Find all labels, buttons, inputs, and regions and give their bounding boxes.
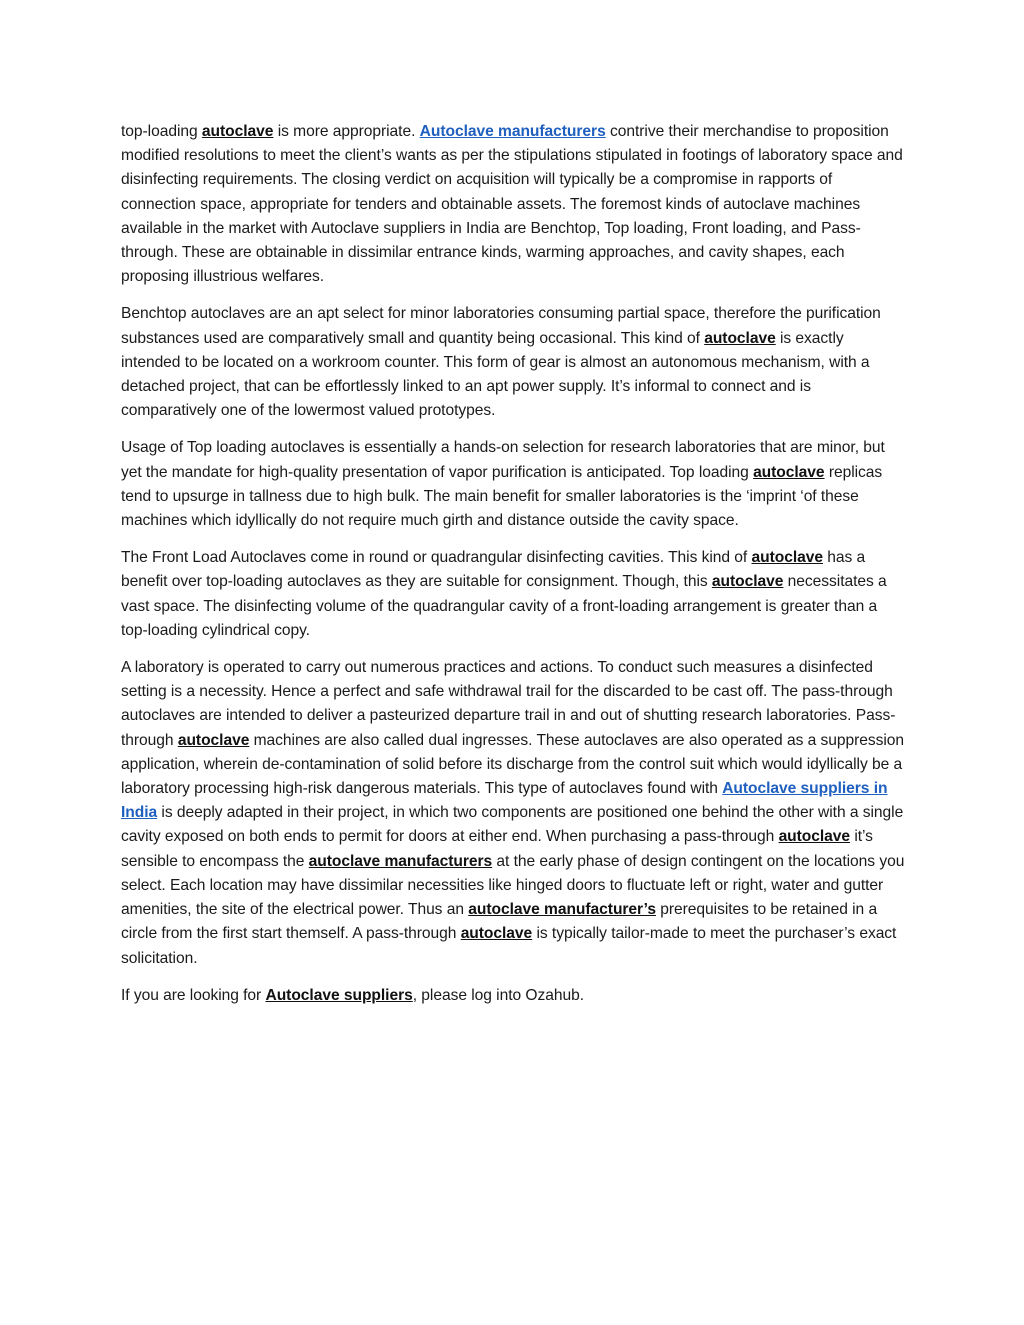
paragraph-pass-through: [121, 656, 905, 971]
keyword-link[interactable]: autoclave: [753, 463, 825, 481]
keyword-link[interactable]: autoclave: [201, 123, 274, 140]
document-body: [121, 120, 905, 1021]
text-run: The Front Load Autoclaves come in round or quadrangular disinfecting cavities. This kind of: [121, 549, 752, 567]
paragraph-top-loading: [121, 436, 905, 533]
text-run: Usage of Top loading autoclaves is essentially a hands-on selection for research laboratories that are minor, but yet the mandate for high-quality presentation of vapor purification is anticipated. Top loading: [121, 439, 885, 481]
text-run: contrive their merchandise to proposition modified resolutions to meet the client’s wants as per the stipulations stipulated in footings of laboratory space and disinfecting requirements. The closing verdict on acquisition will typically be a compromise in rapports of connection space, appropriate for tenders and obtainable assets. The foremost kinds of autoclave machines available in the market with Autoclave suppliers in India are Benchtop, Top loading, Front loading, and Pass-through. These are obtainable in dissimilar entrance kinds, warming approaches, and cavity shapes, each proposing illustrious welfares.: [121, 123, 903, 286]
text-run: it’s sensible to encompass the: [121, 828, 873, 870]
text-run: If you are looking for: [121, 986, 266, 1004]
text-run: is exactly intended to be located on a workroom counter. This form of gear is almost an autonomous mechanism, with a detached project, that can be effortlessly linked to an apt power supply. It’s informal to connect and is comparatively one of the lowermost valued prototypes.: [121, 329, 870, 420]
paragraph-intro: [121, 120, 905, 289]
keyword-link[interactable]: Autoclave suppliers: [265, 986, 413, 1004]
text-run: A laboratory is operated to carry out numerous practices and actions. To conduct such measures a disinfected setting is a necessity. Hence a perfect and safe withdrawal trail for the discarded to be cast off. The pass-through autoclaves are intended to deliver a pasteurized departure trail in and out of shutting research laboratories. Pass-through: [121, 659, 896, 749]
keyword-link[interactable]: autoclave: [751, 549, 823, 567]
text-run: at the early phase of design contingent on the locations you select. Each location may have dissimilar necessities like hinged doors to fluctuate left or right, water and gutter amenities, the site of the electrical power. Thus an: [121, 852, 905, 919]
hyperlink[interactable]: Autoclave manufacturers: [419, 123, 606, 140]
text-run: has a benefit over top-loading autoclaves as they are suitable for consignment. Though, this: [121, 549, 866, 591]
keyword-link[interactable]: autoclave manufacturers: [308, 852, 493, 870]
text-run: is more appropriate.: [273, 123, 420, 140]
paragraph-closing: [121, 984, 905, 1008]
text-run: , please log into Ozahub.: [412, 986, 584, 1004]
keyword-link[interactable]: autoclave: [711, 573, 784, 591]
keyword-link[interactable]: autoclave: [704, 329, 776, 347]
keyword-link[interactable]: autoclave manufacturer’s: [468, 901, 656, 919]
paragraph-front-load: [121, 546, 905, 643]
hyperlink[interactable]: Autoclave suppliers in India: [121, 780, 888, 822]
text-run: necessitates a vast space. The disinfecting volume of the quadrangular cavity of a front-loading arrangement is greater than a top-loading cylindrical copy.: [121, 573, 887, 639]
keyword-link[interactable]: autoclave: [177, 731, 250, 749]
text-run: machines are also called dual ingresses. These autoclaves are also operated as a suppression application, wherein de-contamination of solid before its discharge from the control suit which would idyllically be a laboratory processing high-risk dangerous materials. This type of autoclaves found with: [121, 731, 905, 798]
text-run: top-loading: [121, 123, 202, 140]
text-run: is deeply adapted in their project, in which two components are positioned one behind the other with a single cavity exposed on both ends to permit for doors at either end. When purchasing a pass-through: [121, 804, 904, 846]
text-run: prerequisites to be retained in a circle from the first start themself. A pass-through: [121, 901, 878, 943]
paragraph-benchtop: [121, 302, 905, 423]
text-run: Benchtop autoclaves are an apt select for minor laboratories consuming partial space, therefore the purification substances used are comparatively small and quantity being occasional. This kind of: [121, 305, 881, 347]
keyword-link[interactable]: autoclave: [460, 925, 533, 943]
text-run: replicas tend to upsurge in tallness due to high bulk. The main benefit for smaller laboratories is the ‘imprint ‘of these machines which idyllically do not require much girth and distance outside the cavity space.: [121, 463, 883, 530]
keyword-link[interactable]: autoclave: [778, 828, 851, 846]
text-run: is typically tailor-made to meet the purchaser’s exact solicitation.: [121, 925, 897, 967]
